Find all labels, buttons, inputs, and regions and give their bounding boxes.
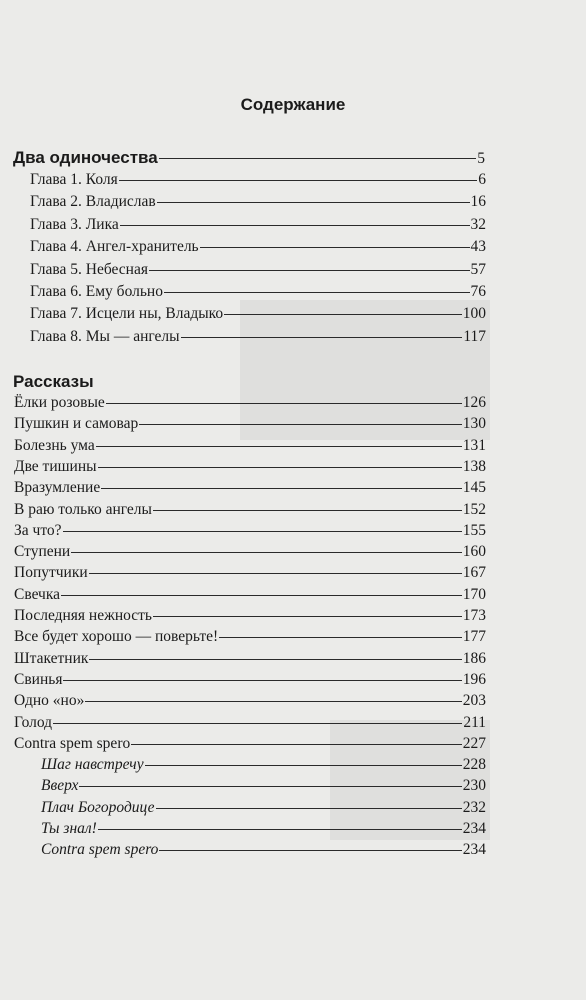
toc-entry — [14, 521, 486, 541]
page-number: 145 — [462, 479, 486, 497]
toc-entry — [30, 327, 486, 347]
toc-entry — [14, 734, 486, 754]
entry-title: В раю только ангелы — [14, 500, 152, 518]
page-number: 43 — [470, 238, 486, 256]
section-heading: Рассказы — [13, 372, 94, 391]
page-number: 232 — [462, 798, 486, 816]
page-number: 32 — [470, 215, 486, 233]
section-title: Два одиночества — [13, 148, 158, 167]
dot-leader — [63, 531, 462, 532]
page-number: 230 — [462, 777, 486, 795]
entry-title: Штакетник — [14, 649, 89, 667]
entry-title: Болезнь ума — [14, 436, 95, 454]
entry-title: Одно «но» — [14, 692, 85, 710]
entry-title: Глава 8. Мы — ангелы — [30, 327, 180, 345]
entry-title: Contra spem spero — [41, 841, 159, 859]
page-number: 100 — [462, 305, 486, 323]
toc-entry — [14, 585, 486, 605]
toc-entry — [14, 606, 486, 626]
toc-entry — [41, 819, 486, 839]
toc-entry — [41, 755, 486, 775]
entry-title: Пушкин и самовар — [14, 415, 139, 433]
toc-entry — [14, 414, 486, 434]
entry-title: Ёлки розовые — [14, 394, 105, 411]
dot-leader — [96, 446, 462, 447]
page-number: 173 — [462, 607, 486, 624]
dot-leader — [89, 573, 462, 574]
entry-title: Ступени — [14, 543, 71, 561]
page-number: 126 — [462, 394, 486, 411]
entry-title: За что? — [14, 521, 62, 539]
entry-title: Все будет хорошо — поверьте! — [14, 628, 219, 646]
dot-leader — [101, 488, 462, 489]
entry-title: Глава 6. Ему больно — [30, 283, 163, 300]
dot-leader — [63, 680, 461, 681]
dot-leader — [53, 723, 462, 724]
dot-leader — [106, 403, 462, 404]
page-number: 57 — [470, 260, 486, 278]
entry-title: Глава 2. Владислав — [30, 193, 156, 211]
entry-title: Голод — [14, 713, 53, 731]
dot-leader — [98, 467, 462, 468]
toc-entry — [14, 542, 486, 562]
dot-leader — [119, 180, 477, 181]
page-number: 5 — [477, 150, 485, 167]
page-number: 16 — [470, 193, 486, 211]
dot-leader — [159, 158, 477, 159]
entry-title: Последняя нежность — [14, 607, 152, 624]
dot-leader — [145, 765, 462, 766]
page-number: 170 — [462, 585, 486, 603]
toc-entry — [14, 713, 486, 733]
entry-title: Две тишины — [14, 457, 97, 475]
page-number: 177 — [462, 628, 486, 646]
page-title: Содержание — [240, 95, 346, 114]
toc-entry — [14, 457, 486, 477]
page-number: 186 — [462, 649, 486, 667]
dot-leader — [181, 337, 463, 338]
toc-entry — [14, 563, 486, 583]
dot-leader — [200, 247, 470, 248]
page-number: 228 — [462, 756, 486, 774]
page-number: 203 — [462, 692, 486, 710]
entry-title: Глава 4. Ангел-хранитель — [30, 238, 199, 256]
entry-title: Глава 1. Коля — [30, 171, 118, 188]
dot-leader — [120, 225, 470, 226]
dot-leader — [164, 292, 470, 293]
dot-leader — [157, 202, 470, 203]
toc-entry — [30, 237, 486, 257]
dot-leader — [89, 659, 461, 660]
toc-entry — [14, 500, 486, 520]
page-number: 6 — [478, 171, 486, 188]
dot-leader — [153, 616, 462, 617]
entry-title: Глава 3. Лика — [30, 215, 119, 233]
section-heading — [13, 148, 485, 168]
dot-leader — [156, 808, 462, 809]
entry-title: Свечка — [14, 585, 61, 603]
toc-entry — [30, 304, 486, 324]
dot-leader — [149, 270, 470, 271]
dot-leader — [139, 424, 461, 425]
page-number: 152 — [462, 500, 486, 518]
page-number: 227 — [462, 734, 486, 752]
toc-entry — [41, 840, 486, 860]
entry-title: Вразумление — [14, 479, 101, 497]
dot-leader — [98, 829, 462, 830]
toc-entry — [30, 170, 486, 190]
toc-entry — [14, 478, 486, 498]
toc-entry — [30, 192, 486, 212]
page-number: 234 — [462, 820, 486, 837]
toc-entry — [41, 776, 486, 796]
dot-leader — [131, 744, 462, 745]
toc-entry — [14, 627, 486, 647]
toc-entry — [30, 260, 486, 280]
page-number: 76 — [470, 283, 486, 300]
toc-entry — [14, 670, 486, 690]
dot-leader — [61, 595, 462, 596]
entry-title: Глава 5. Небесная — [30, 260, 148, 278]
page-number: 167 — [462, 564, 486, 582]
dot-leader — [153, 510, 462, 511]
page-number: 130 — [462, 415, 486, 433]
page-number: 160 — [462, 543, 486, 561]
page-number: 155 — [462, 521, 486, 539]
entry-title: Вверх — [41, 777, 79, 795]
dot-leader — [219, 637, 462, 638]
dot-leader — [71, 552, 462, 553]
toc-entry — [14, 393, 486, 413]
dot-leader — [224, 314, 462, 315]
entry-title: Попутчики — [14, 564, 88, 582]
dot-leader — [159, 850, 461, 851]
toc-entry — [14, 691, 486, 711]
page-number: 196 — [462, 670, 486, 688]
entry-title: Шаг навстречу — [41, 756, 144, 774]
page-number: 131 — [462, 436, 486, 454]
page-number: 234 — [462, 841, 486, 859]
toc-entry — [14, 649, 486, 669]
toc-entry — [30, 215, 486, 235]
entry-title: Глава 7. Исцели ны, Владыко — [30, 305, 224, 323]
toc-entry — [30, 282, 486, 302]
entry-title: Contra spem spero — [14, 734, 131, 752]
dot-leader — [79, 786, 461, 787]
entry-title: Плач Богородице — [41, 798, 155, 816]
toc-entry — [14, 436, 486, 456]
page-number: 138 — [462, 457, 486, 475]
dot-leader — [85, 701, 461, 702]
toc-entry — [41, 798, 486, 818]
page-number: 211 — [463, 713, 486, 731]
entry-title: Ты знал! — [41, 820, 97, 837]
page-number: 117 — [463, 327, 486, 345]
entry-title: Свинья — [14, 670, 63, 688]
